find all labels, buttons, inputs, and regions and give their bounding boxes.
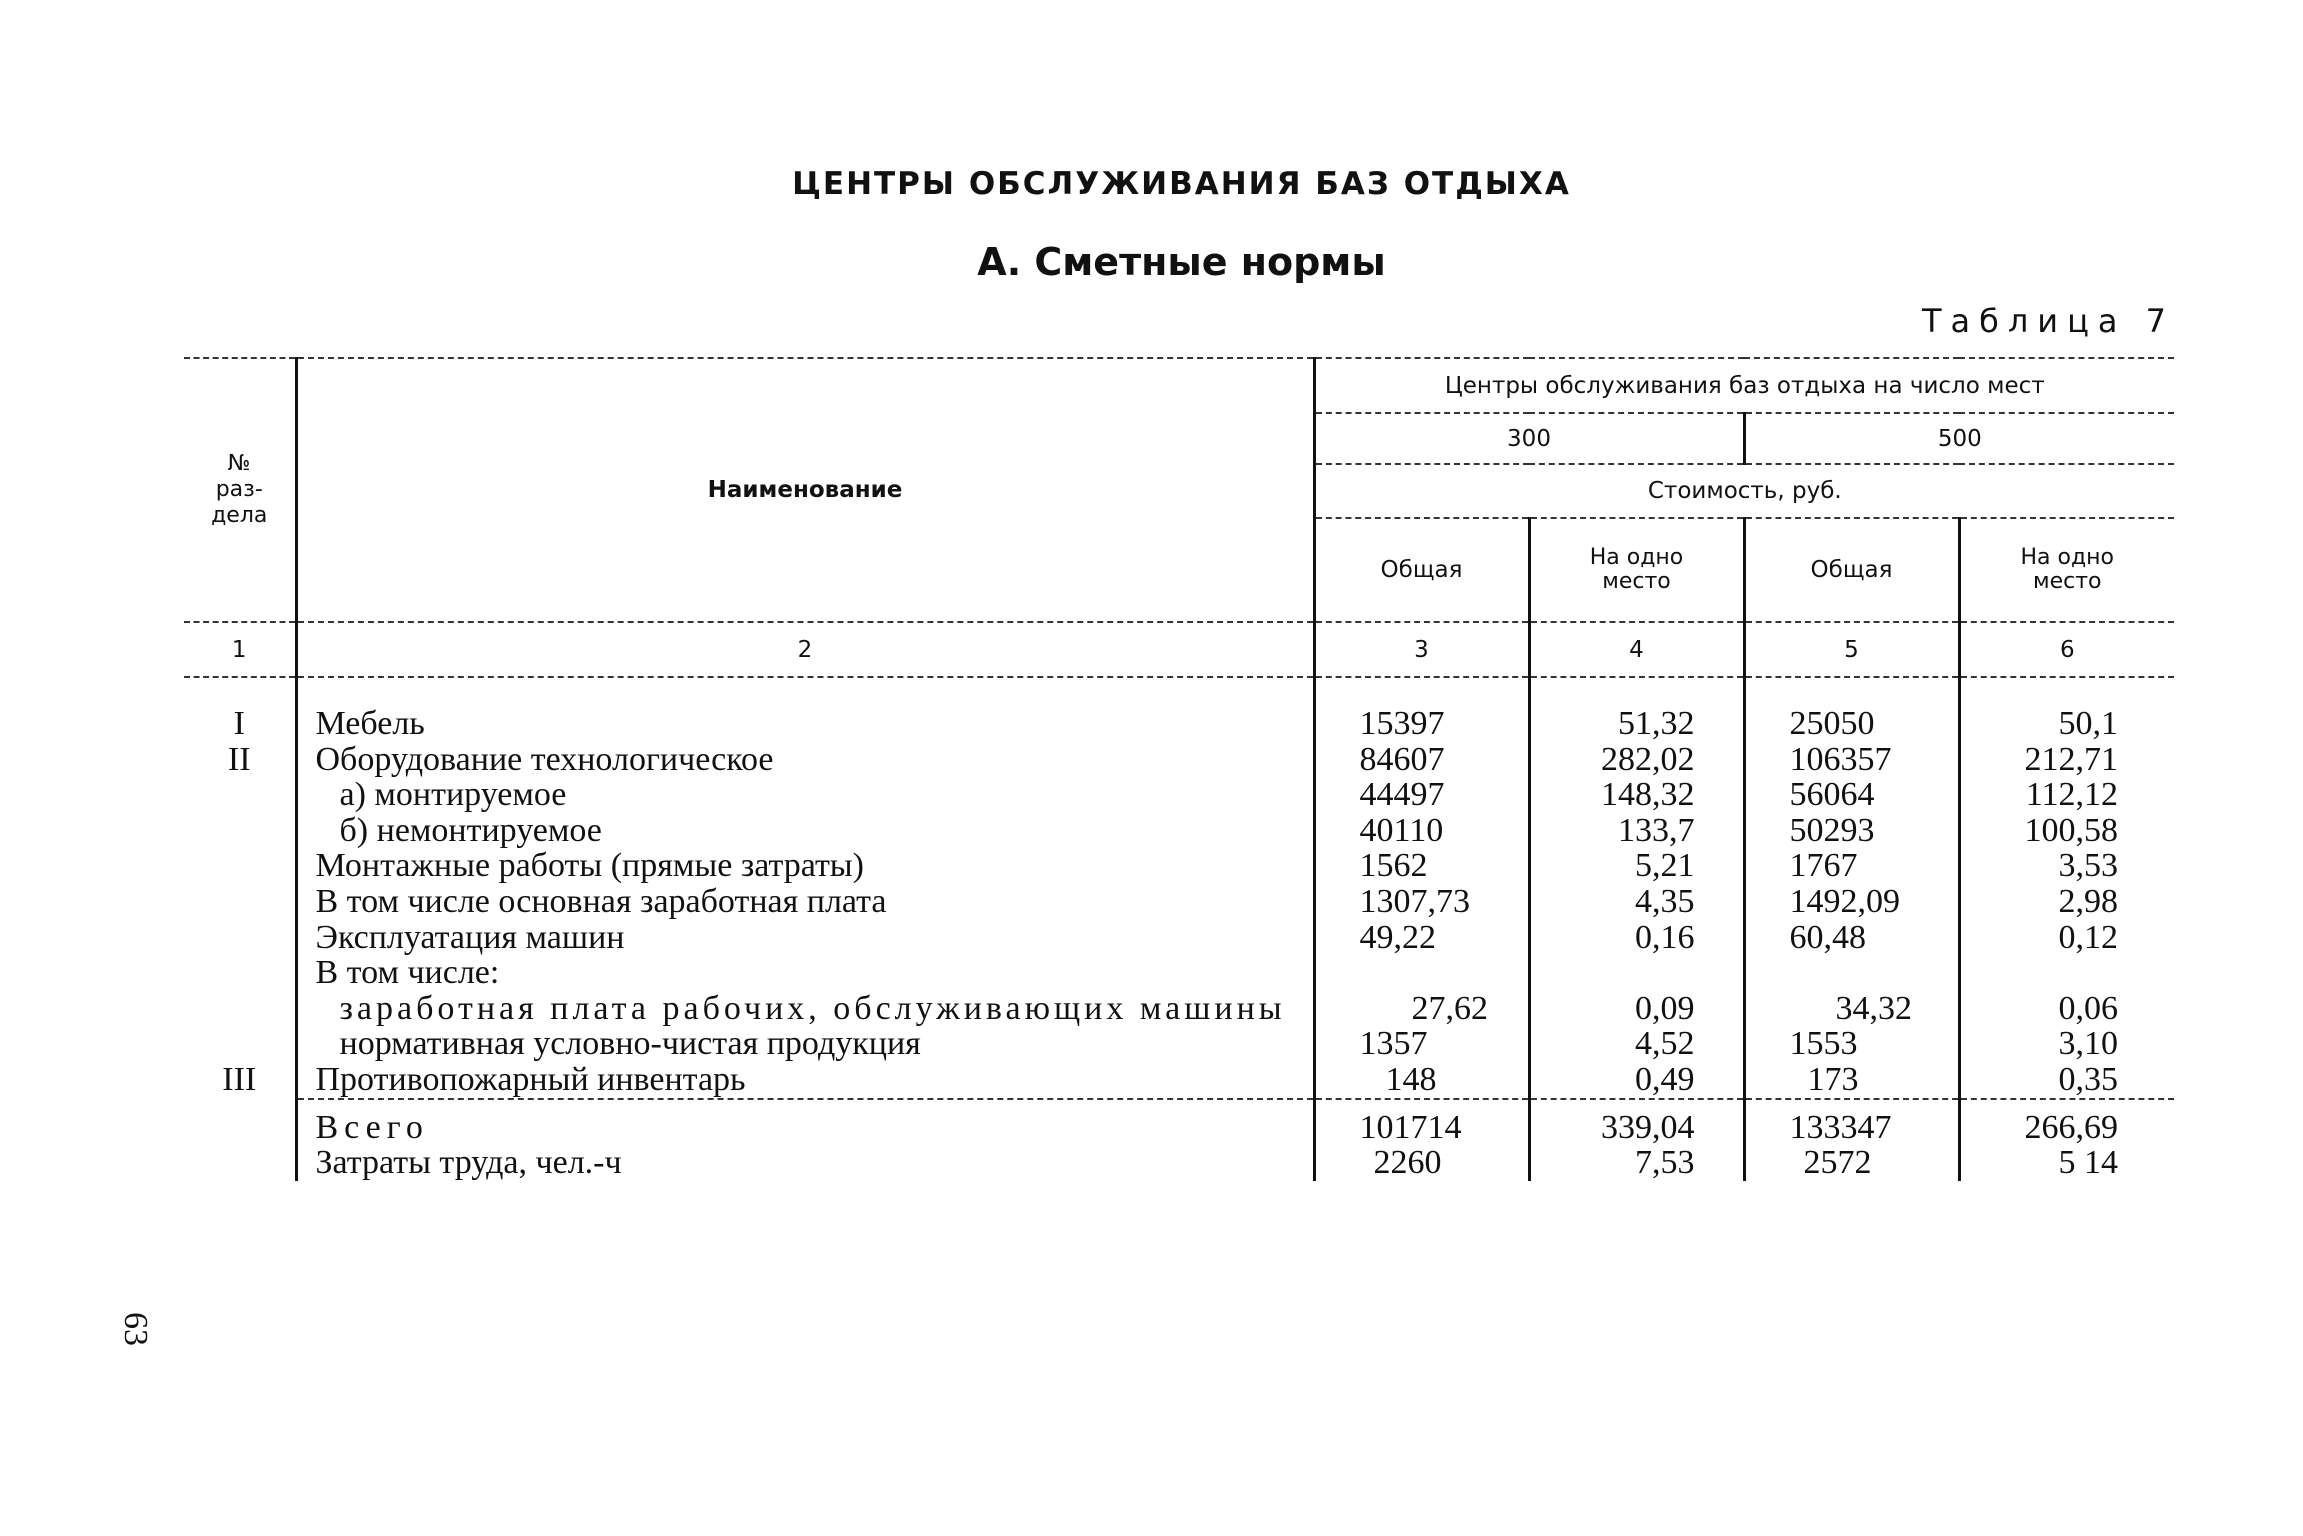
row-section <box>184 991 296 1027</box>
header-total-500: Общая <box>1744 518 1959 622</box>
row-total-300: 148 <box>1314 1062 1529 1099</box>
row-total-300 <box>1314 955 1529 991</box>
row-total-300: 1357 <box>1314 1026 1529 1062</box>
row-per-place-500: 112,12 <box>1959 777 2174 813</box>
column-number: 5 <box>1744 622 1959 677</box>
cost-norms-table <box>184 357 2174 1181</box>
row-total-300: 1562 <box>1314 848 1529 884</box>
header-centers: Центры обслуживания баз отдыха на число мест <box>1314 358 2174 413</box>
labor-section <box>184 1145 296 1181</box>
row-total-500: 1553 <box>1744 1026 1959 1062</box>
header-total-300: Общая <box>1314 518 1529 622</box>
table-row <box>184 706 2174 742</box>
column-number-row <box>184 622 2174 677</box>
row-name: Мебель <box>296 706 1314 742</box>
row-total-500: 25050 <box>1744 706 1959 742</box>
row-per-place-300: 0,09 <box>1529 991 1744 1027</box>
row-per-place-500: 212,71 <box>1959 742 2174 778</box>
row-total-300: 49,22 <box>1314 920 1529 956</box>
row-per-place-500: 0,06 <box>1959 991 2174 1027</box>
row-section: II <box>227 740 251 778</box>
row-per-place-500: 50,1 <box>1959 706 2174 742</box>
table-row <box>184 848 2174 884</box>
labor-per-place-300: 7,53 <box>1529 1145 1744 1181</box>
row-per-place-300: 0,16 <box>1529 920 1744 956</box>
row-total-300: 15397 <box>1314 706 1529 742</box>
header-per-place-500: На одно место <box>1959 518 2174 622</box>
row-total-500 <box>1744 955 1959 991</box>
table-row <box>184 920 2174 956</box>
total-300: 101714 <box>1314 1099 1529 1146</box>
total-row <box>184 1099 2174 1146</box>
labor-name: Затраты труда, чел.-ч <box>296 1145 1314 1181</box>
row-per-place-300: 4,52 <box>1529 1026 1744 1062</box>
row-total-500: 50293 <box>1744 813 1959 849</box>
table-row <box>184 1062 2174 1099</box>
table-body <box>184 677 2174 1181</box>
row-per-place-300: 5,21 <box>1529 848 1744 884</box>
table-row <box>184 884 2174 920</box>
row-total-300: 44497 <box>1314 777 1529 813</box>
column-number: 6 <box>1959 622 2174 677</box>
row-total-500: 60,48 <box>1744 920 1959 956</box>
row-per-place-300: 133,7 <box>1529 813 1744 849</box>
row-total-500: 56064 <box>1744 777 1959 813</box>
row-name: Оборудование технологическое <box>296 742 1314 778</box>
column-number: 2 <box>296 622 1314 677</box>
row-per-place-500 <box>1959 955 2174 991</box>
row-total-500: 1492,09 <box>1744 884 1959 920</box>
row-per-place-300: 282,02 <box>1529 742 1744 778</box>
row-name: б) немонтируемое <box>296 813 1314 849</box>
total-per-place-500: 266,69 <box>1959 1099 2174 1146</box>
row-section: I <box>233 705 245 742</box>
row-per-place-500: 3,10 <box>1959 1026 2174 1062</box>
header-places-300: 300 <box>1314 413 1744 464</box>
row-section <box>184 955 296 991</box>
row-per-place-500: 0,12 <box>1959 920 2174 956</box>
total-section <box>184 1099 296 1146</box>
column-number: 4 <box>1529 622 1744 677</box>
row-section <box>184 813 296 849</box>
row-per-place-300: 0,49 <box>1529 1062 1744 1099</box>
table-row <box>184 742 2174 778</box>
row-total-300: 84607 <box>1314 742 1529 778</box>
row-per-place-300: 148,32 <box>1529 777 1744 813</box>
row-total-300: 27,62 <box>1314 991 1529 1027</box>
page-title: ЦЕНТРЫ ОБСЛУЖИВАНИЯ БАЗ ОТДЫХА <box>792 166 1571 202</box>
row-per-place-500: 100,58 <box>1959 813 2174 849</box>
labor-per-place-500: 5 14 <box>1959 1145 2174 1181</box>
row-per-place-500: 3,53 <box>1959 848 2174 884</box>
row-name: Эксплуатация машин <box>296 920 1314 956</box>
labor-row <box>184 1145 2174 1181</box>
row-section: III <box>222 1060 257 1098</box>
header-places-500: 500 <box>1744 413 2174 464</box>
column-number: 1 <box>184 622 296 677</box>
row-total-300: 1307,73 <box>1314 884 1529 920</box>
table-row <box>184 991 2174 1027</box>
row-name: заработная плата рабочих, обслуживающих машины <box>296 991 1314 1027</box>
header-per-place-300: На одно место <box>1529 518 1744 622</box>
row-per-place-300: 51,32 <box>1529 706 1744 742</box>
row-section <box>184 848 296 884</box>
row-total-500: 106357 <box>1744 742 1959 778</box>
total-per-place-300: 339,04 <box>1529 1099 1744 1146</box>
table-header <box>184 358 2174 677</box>
row-per-place-500: 0,35 <box>1959 1062 2174 1099</box>
row-name: В том числе основная заработная плата <box>296 884 1314 920</box>
row-section <box>184 884 296 920</box>
row-total-500: 34,32 <box>1744 991 1959 1027</box>
column-number: 3 <box>1314 622 1529 677</box>
table-row <box>184 813 2174 849</box>
table-row <box>184 955 2174 991</box>
header-section-no: № раз- дела <box>184 358 296 622</box>
table-label: Таблица 7 <box>1921 302 2175 340</box>
page-subtitle: А. Сметные нормы <box>977 240 1386 284</box>
row-per-place-300: 4,35 <box>1529 884 1744 920</box>
total-name: Всего <box>296 1099 1314 1146</box>
header-cost: Стоимость, руб. <box>1314 464 2174 518</box>
header-name: Наименование <box>296 358 1314 622</box>
table-row <box>184 777 2174 813</box>
row-name: Монтажные работы (прямые затраты) <box>296 848 1314 884</box>
page-number: 63 <box>117 1312 154 1346</box>
row-name: а) монтируемое <box>296 777 1314 813</box>
row-total-300: 40110 <box>1314 813 1529 849</box>
labor-500: 2572 <box>1744 1145 1959 1181</box>
labor-300: 2260 <box>1314 1145 1529 1181</box>
row-total-500: 173 <box>1744 1062 1959 1099</box>
row-per-place-300 <box>1529 955 1744 991</box>
row-section <box>184 777 296 813</box>
row-total-500: 1767 <box>1744 848 1959 884</box>
total-500: 133347 <box>1744 1099 1959 1146</box>
row-section <box>184 920 296 956</box>
row-name: нормативная условно-чистая продукция <box>296 1026 1314 1062</box>
row-section <box>184 1026 296 1062</box>
table-row <box>184 1026 2174 1062</box>
row-name: Противопожарный инвентарь <box>296 1062 1314 1099</box>
row-name: В том числе: <box>296 955 1314 991</box>
row-per-place-500: 2,98 <box>1959 884 2174 920</box>
